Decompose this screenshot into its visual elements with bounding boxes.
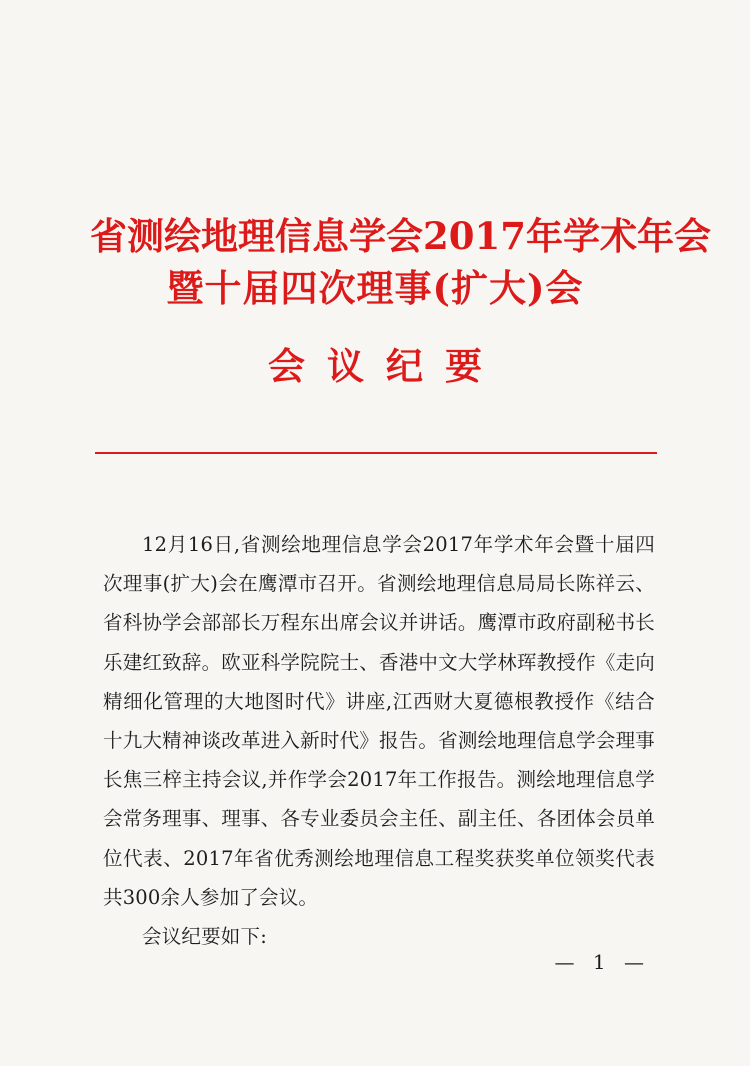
document-type-heading: 会议纪要	[268, 344, 504, 388]
document-title-line-2: 暨十届四次理事(扩大)会	[166, 266, 584, 310]
document-header	[90, 210, 711, 392]
header-divider	[95, 452, 657, 454]
page-number: — 1 —	[554, 950, 650, 974]
document-body	[103, 525, 655, 956]
body-paragraph-lead-in: 会议纪要如下:	[142, 925, 267, 949]
body-paragraph-intro: 12月16日,省测绘地理信息学会2017年学术年会暨十届四次理事(扩大)会在鹰潭市召开。省测绘地理信息局局长陈祥云、省科协学会部部长万程东出席会议并讲话。鹰潭市政府副秘书长乐建红致辞。欧亚科学院院士、香港中文大学林珲教授作《走向精细化管理的大地图时代》讲座,江西财大夏德根教授作《结合十九大精神谈改革进入新时代》报告。省测绘地理信息学会理事长焦三梓主持会议,并作学会2017年工作报告。测绘地理信息学会常务理事、理事、各专业委员会主任、副主任、各团体会员单位代表、2017年省优秀测绘地理信息工程奖获奖单位领奖代表共300余人参加了会议。	[103, 533, 655, 909]
document-title-line-1: 省测绘地理信息学会2017年学术年会	[90, 214, 711, 258]
